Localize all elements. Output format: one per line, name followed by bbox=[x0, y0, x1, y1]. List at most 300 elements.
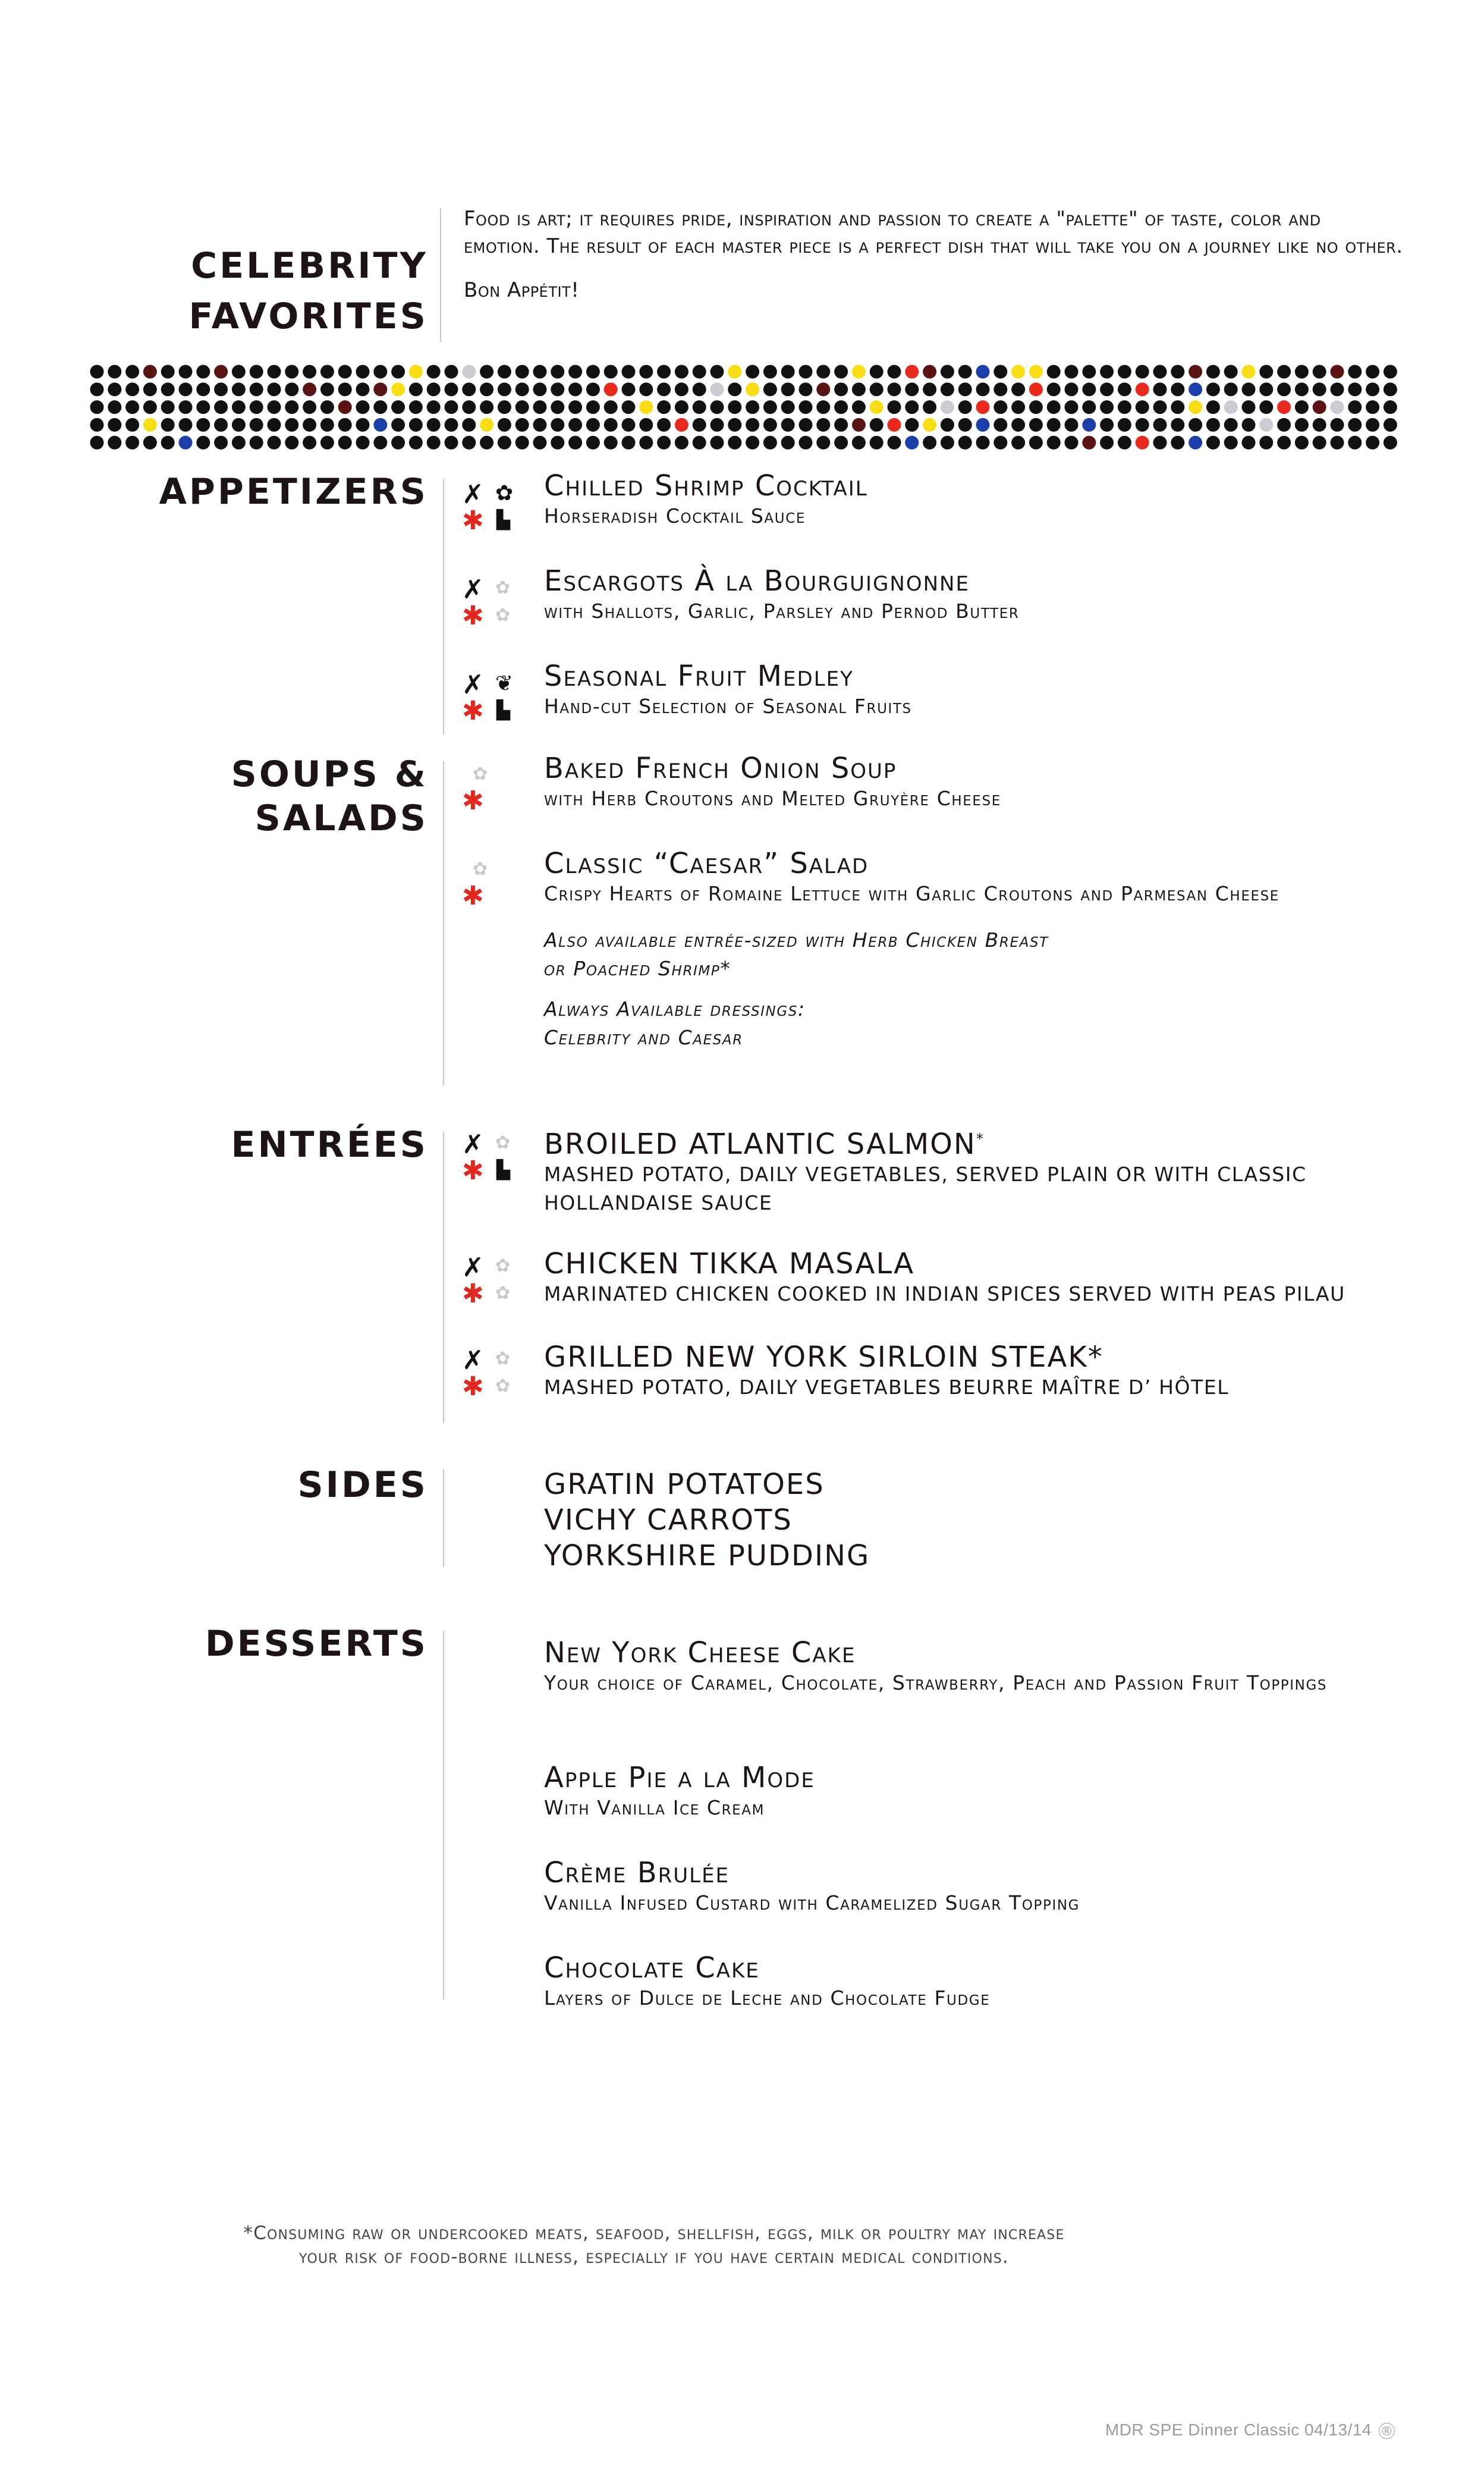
dot bbox=[870, 382, 884, 396]
faint-icon: ✿ bbox=[495, 577, 511, 598]
title-line-2: FAVORITES bbox=[188, 296, 428, 337]
dot bbox=[1171, 400, 1184, 414]
dot bbox=[1082, 418, 1096, 432]
side-item: YORKSHIRE PUDDING bbox=[544, 1539, 870, 1572]
dot bbox=[250, 400, 263, 414]
dot bbox=[1331, 365, 1344, 379]
dot bbox=[639, 382, 653, 396]
dot bbox=[1277, 418, 1291, 432]
dot bbox=[90, 418, 104, 432]
dot bbox=[1011, 400, 1025, 414]
dot bbox=[125, 418, 139, 432]
document-id-text: MDR SPE Dinner Classic 04/13/14 bbox=[1105, 2421, 1372, 2439]
dot bbox=[728, 365, 741, 379]
heading-line-2: SALADS bbox=[254, 798, 428, 839]
dot bbox=[373, 400, 387, 414]
dot bbox=[108, 436, 121, 450]
dot bbox=[1313, 418, 1326, 432]
dot bbox=[1206, 382, 1220, 396]
dot bbox=[1011, 436, 1025, 450]
dot bbox=[852, 365, 866, 379]
dot bbox=[799, 365, 813, 379]
dot bbox=[1277, 400, 1291, 414]
dot bbox=[143, 418, 157, 432]
sign-off: Bon Appétit! bbox=[464, 278, 580, 302]
dot bbox=[1259, 400, 1273, 414]
dot bbox=[462, 365, 476, 379]
note-line: Always Available dressings: bbox=[544, 997, 806, 1021]
dot bbox=[533, 418, 547, 432]
dot bbox=[639, 365, 653, 379]
entree-size-note bbox=[544, 926, 1406, 983]
dot bbox=[993, 436, 1007, 450]
dot bbox=[728, 382, 741, 396]
dot bbox=[1118, 365, 1131, 379]
dot bbox=[1082, 436, 1096, 450]
dot bbox=[320, 365, 334, 379]
dot bbox=[763, 365, 777, 379]
dot bbox=[1136, 382, 1149, 396]
dot bbox=[551, 365, 564, 379]
dot bbox=[373, 365, 387, 379]
item-description: MASHED POTATO, DAILY VEGETABLES BEURRE MAÎTRE D’ HÔTEL bbox=[544, 1376, 1230, 1399]
menu-item bbox=[544, 1762, 1406, 1822]
registered-mark-icon: ® bbox=[1379, 2423, 1395, 2439]
dot bbox=[161, 382, 175, 396]
cow-icon: ▙ bbox=[496, 1160, 511, 1181]
dot bbox=[409, 365, 423, 379]
dietary-icons bbox=[461, 1345, 532, 1407]
dot bbox=[1242, 400, 1256, 414]
dot bbox=[941, 365, 954, 379]
dot bbox=[905, 418, 919, 432]
dot bbox=[993, 365, 1007, 379]
dot bbox=[1224, 418, 1238, 432]
dot bbox=[161, 365, 175, 379]
red-asterisk-icon: ✱ bbox=[462, 881, 484, 911]
dot bbox=[622, 400, 636, 414]
item-description: MARINATED CHICKEN COOKED IN INDIAN SPICES SERVED WITH PEAS PILAU bbox=[544, 1282, 1345, 1305]
dressings-note bbox=[544, 995, 1406, 1052]
dot bbox=[710, 418, 724, 432]
dot bbox=[746, 365, 759, 379]
dot bbox=[1224, 382, 1238, 396]
dot bbox=[1029, 382, 1043, 396]
dot bbox=[427, 365, 441, 379]
item-description: with Shallots, Garlic, Parsley and Pernod Butter bbox=[544, 599, 1020, 623]
dot bbox=[1029, 400, 1043, 414]
dot bbox=[604, 365, 618, 379]
item-name: Classic “Caesar” Salad bbox=[544, 847, 869, 880]
dot bbox=[268, 365, 281, 379]
dot bbox=[993, 418, 1007, 432]
dot bbox=[196, 418, 210, 432]
dot bbox=[462, 400, 476, 414]
item-name: Seasonal Fruit Medley bbox=[544, 660, 854, 693]
dot bbox=[586, 382, 600, 396]
dot bbox=[551, 382, 564, 396]
dot bbox=[445, 365, 458, 379]
dot bbox=[1313, 365, 1326, 379]
dot bbox=[515, 382, 529, 396]
dot bbox=[693, 418, 706, 432]
dot bbox=[1295, 365, 1309, 379]
dot bbox=[622, 436, 636, 450]
dietary-icons bbox=[461, 574, 532, 636]
dot bbox=[1331, 382, 1344, 396]
dot bbox=[285, 365, 298, 379]
appetizers-divider bbox=[443, 479, 444, 734]
dot bbox=[90, 382, 104, 396]
dot bbox=[1295, 400, 1309, 414]
dot bbox=[320, 400, 334, 414]
dot bbox=[285, 382, 298, 396]
dot bbox=[1171, 365, 1184, 379]
dot bbox=[976, 365, 990, 379]
dot bbox=[852, 418, 866, 432]
dot bbox=[568, 436, 582, 450]
crossed-wheat-icon: ✗ bbox=[462, 574, 484, 605]
dot bbox=[90, 400, 104, 414]
menu-item bbox=[544, 1952, 1406, 2013]
dot bbox=[675, 418, 688, 432]
dot bbox=[143, 400, 157, 414]
faint-icon: ✿ bbox=[473, 859, 488, 880]
dot bbox=[888, 400, 901, 414]
dot bbox=[870, 436, 884, 450]
dot bbox=[1384, 365, 1397, 379]
dot bbox=[1047, 418, 1061, 432]
item-description: Horseradish Cocktail Sauce bbox=[544, 504, 806, 528]
disclaimer-line: your risk of food-borne illness, especially if you have certain medical conditions. bbox=[299, 2246, 1009, 2268]
menu-item bbox=[544, 470, 1406, 530]
dot bbox=[1242, 418, 1256, 432]
dot bbox=[427, 418, 441, 432]
item-description: Crispy Hearts of Romaine Lettuce with Garlic Croutons and Parmesan Cheese bbox=[544, 882, 1279, 905]
dot bbox=[1384, 418, 1397, 432]
note-line: Celebrity and Caesar bbox=[544, 1026, 743, 1049]
decorative-dot-band bbox=[89, 364, 1403, 457]
dot bbox=[1224, 400, 1238, 414]
celebrity-favorites-title bbox=[89, 241, 428, 342]
dot bbox=[657, 400, 671, 414]
dot bbox=[515, 400, 529, 414]
dot bbox=[693, 400, 706, 414]
dot bbox=[1295, 436, 1309, 450]
dot bbox=[250, 436, 263, 450]
dot bbox=[1153, 418, 1167, 432]
dot bbox=[108, 400, 121, 414]
dot bbox=[179, 436, 193, 450]
dot bbox=[888, 418, 901, 432]
dot bbox=[143, 436, 157, 450]
dot bbox=[1331, 400, 1344, 414]
dot bbox=[108, 365, 121, 379]
item-name: Baked French Onion Soup bbox=[544, 752, 897, 785]
dot bbox=[179, 400, 193, 414]
dot bbox=[338, 418, 352, 432]
dot bbox=[268, 436, 281, 450]
dot bbox=[1313, 400, 1326, 414]
dot bbox=[462, 436, 476, 450]
dot bbox=[498, 365, 511, 379]
dot bbox=[1331, 436, 1344, 450]
red-asterisk-icon: ✱ bbox=[462, 601, 484, 631]
dot bbox=[958, 382, 972, 396]
dot bbox=[1366, 382, 1379, 396]
red-asterisk-icon: ✱ bbox=[462, 1371, 484, 1402]
dot bbox=[445, 382, 458, 396]
dot bbox=[799, 436, 813, 450]
dot bbox=[214, 436, 228, 450]
sides-list bbox=[544, 1467, 1406, 1574]
dot bbox=[675, 365, 688, 379]
crossed-wheat-icon: ✗ bbox=[462, 1252, 484, 1283]
item-name-text: BROILED ATLANTIC SALMON bbox=[544, 1128, 976, 1161]
item-name: Escargots À la Bourguignonne bbox=[544, 564, 970, 598]
item-description: with Herb Croutons and Melted Gruyère Cheese bbox=[544, 787, 1001, 810]
dot bbox=[657, 436, 671, 450]
dot bbox=[498, 436, 511, 450]
leaf-icon: ❦ bbox=[495, 671, 514, 696]
dot bbox=[1313, 382, 1326, 396]
dot bbox=[622, 365, 636, 379]
dot bbox=[586, 436, 600, 450]
dot bbox=[976, 400, 990, 414]
dietary-icons bbox=[461, 764, 532, 824]
dot bbox=[976, 418, 990, 432]
appetizers-heading: APPETIZERS bbox=[159, 471, 428, 513]
dot bbox=[781, 382, 795, 396]
dietary-icons bbox=[461, 672, 532, 732]
dietary-icons bbox=[461, 1129, 532, 1191]
dot bbox=[1189, 436, 1202, 450]
dot bbox=[373, 436, 387, 450]
red-asterisk-icon: ✱ bbox=[462, 506, 484, 536]
dot bbox=[781, 436, 795, 450]
dot bbox=[338, 436, 352, 450]
dot bbox=[888, 382, 901, 396]
dot bbox=[179, 365, 193, 379]
header-divider bbox=[440, 208, 441, 342]
dot bbox=[1277, 365, 1291, 379]
dot bbox=[1366, 400, 1379, 414]
crossed-wheat-icon: ✗ bbox=[462, 670, 484, 700]
dot bbox=[214, 382, 228, 396]
dot bbox=[799, 418, 813, 432]
dot bbox=[763, 400, 777, 414]
dot bbox=[958, 418, 972, 432]
shellfish-icon: ✿ bbox=[495, 481, 514, 506]
menu-item bbox=[544, 1857, 1406, 1917]
item-description: Hand-cut Selection of Seasonal Fruits bbox=[544, 695, 912, 718]
dot bbox=[1295, 382, 1309, 396]
dot bbox=[941, 382, 954, 396]
dot bbox=[568, 382, 582, 396]
faint-icon: ✿ bbox=[495, 1255, 511, 1276]
dot bbox=[1259, 418, 1273, 432]
dot bbox=[568, 365, 582, 379]
dot bbox=[1011, 382, 1025, 396]
dot bbox=[1100, 418, 1114, 432]
red-asterisk-icon: ✱ bbox=[462, 1156, 484, 1186]
dot bbox=[1118, 382, 1131, 396]
dot bbox=[1259, 365, 1273, 379]
dot bbox=[604, 418, 618, 432]
dot bbox=[1171, 382, 1184, 396]
sides-divider bbox=[443, 1469, 444, 1567]
item-name: CHICKEN TIKKA MASALA bbox=[544, 1247, 915, 1280]
dot bbox=[515, 436, 529, 450]
sides-heading: SIDES bbox=[297, 1464, 428, 1506]
dot bbox=[923, 418, 936, 432]
dot bbox=[1189, 400, 1202, 414]
item-name bbox=[544, 1123, 1406, 1160]
menu-item bbox=[544, 1248, 1406, 1308]
dot bbox=[976, 436, 990, 450]
dot bbox=[320, 382, 334, 396]
dot bbox=[1295, 418, 1309, 432]
dot bbox=[1348, 382, 1362, 396]
dot bbox=[1242, 365, 1256, 379]
faint-icon: ✿ bbox=[495, 1283, 511, 1304]
dot bbox=[923, 382, 936, 396]
dot bbox=[1189, 382, 1202, 396]
dot bbox=[1206, 365, 1220, 379]
dot bbox=[1136, 365, 1149, 379]
dot bbox=[976, 382, 990, 396]
dot bbox=[816, 382, 830, 396]
dot bbox=[391, 365, 405, 379]
dot bbox=[232, 400, 246, 414]
dot bbox=[604, 382, 618, 396]
dot bbox=[1153, 436, 1167, 450]
dot bbox=[232, 382, 246, 396]
dot bbox=[1171, 436, 1184, 450]
intro-text-block bbox=[464, 205, 1403, 304]
dot bbox=[1384, 382, 1397, 396]
dot bbox=[179, 382, 193, 396]
dot bbox=[196, 400, 210, 414]
dot bbox=[285, 418, 298, 432]
asterisk-mark: * bbox=[976, 1131, 985, 1147]
dot bbox=[657, 382, 671, 396]
dot bbox=[746, 418, 759, 432]
dot bbox=[1153, 400, 1167, 414]
dot bbox=[427, 400, 441, 414]
dot bbox=[923, 436, 936, 450]
dot bbox=[1348, 436, 1362, 450]
dot bbox=[1029, 418, 1043, 432]
dot bbox=[90, 436, 104, 450]
dot bbox=[391, 436, 405, 450]
dot bbox=[710, 365, 724, 379]
dot bbox=[1047, 382, 1061, 396]
dot bbox=[533, 382, 547, 396]
dot bbox=[108, 418, 121, 432]
item-description: Your choice of Caramel, Chocolate, Strawberry, Peach and Passion Fruit Toppings bbox=[544, 1671, 1328, 1694]
dot bbox=[604, 400, 618, 414]
dot bbox=[1136, 400, 1149, 414]
dot bbox=[1242, 436, 1256, 450]
dot bbox=[1011, 418, 1025, 432]
dot bbox=[905, 365, 919, 379]
dot bbox=[338, 400, 352, 414]
dot bbox=[905, 382, 919, 396]
dot bbox=[622, 418, 636, 432]
side-item: GRATIN POTATOES bbox=[544, 1468, 825, 1501]
dot bbox=[958, 400, 972, 414]
dot bbox=[445, 436, 458, 450]
dot bbox=[427, 382, 441, 396]
dot bbox=[586, 400, 600, 414]
menu-item bbox=[544, 1637, 1406, 1697]
dot bbox=[285, 436, 298, 450]
dot bbox=[480, 365, 493, 379]
dot bbox=[1366, 436, 1379, 450]
dot bbox=[232, 418, 246, 432]
dot bbox=[303, 382, 316, 396]
dot bbox=[763, 418, 777, 432]
dot bbox=[268, 418, 281, 432]
item-description: Vanilla Infused Custard with Caramelized Sugar Topping bbox=[544, 1891, 1080, 1914]
dot bbox=[1348, 400, 1362, 414]
dot bbox=[320, 418, 334, 432]
dot bbox=[1100, 436, 1114, 450]
dot bbox=[125, 436, 139, 450]
dot bbox=[870, 365, 884, 379]
dot bbox=[1348, 365, 1362, 379]
dot bbox=[338, 365, 352, 379]
dot bbox=[373, 382, 387, 396]
dot bbox=[799, 382, 813, 396]
dot bbox=[816, 365, 830, 379]
dot bbox=[409, 436, 423, 450]
crossed-wheat-icon: ✗ bbox=[462, 1345, 484, 1376]
dot bbox=[1082, 382, 1096, 396]
faint-icon: ✿ bbox=[473, 764, 488, 784]
dot bbox=[1224, 365, 1238, 379]
dot bbox=[196, 382, 210, 396]
dot bbox=[125, 382, 139, 396]
dot bbox=[1047, 365, 1061, 379]
dot bbox=[143, 365, 157, 379]
dot bbox=[356, 400, 370, 414]
dot bbox=[427, 436, 441, 450]
dot bbox=[250, 365, 263, 379]
dot bbox=[763, 382, 777, 396]
dot bbox=[161, 436, 175, 450]
dot bbox=[196, 365, 210, 379]
dot bbox=[941, 418, 954, 432]
dot bbox=[1206, 400, 1220, 414]
crossed-wheat-icon: ✗ bbox=[462, 479, 484, 510]
menu-item bbox=[544, 847, 1406, 1052]
dot bbox=[303, 365, 316, 379]
red-asterisk-icon: ✱ bbox=[462, 1279, 484, 1309]
dot bbox=[214, 400, 228, 414]
dot bbox=[604, 436, 618, 450]
faint-icon: ✿ bbox=[495, 605, 511, 626]
dot bbox=[161, 400, 175, 414]
dot bbox=[1065, 365, 1079, 379]
intro-paragraph: Food is art; it requires pride, inspiration and passion to create a "palette" of taste, color and emotion. The result of each master piece is a perfect dish that will take you on a journey like no other. bbox=[464, 207, 1403, 258]
dot bbox=[870, 400, 884, 414]
dot bbox=[1366, 365, 1379, 379]
dot bbox=[480, 418, 493, 432]
menu-item bbox=[544, 752, 1406, 813]
dot bbox=[551, 400, 564, 414]
